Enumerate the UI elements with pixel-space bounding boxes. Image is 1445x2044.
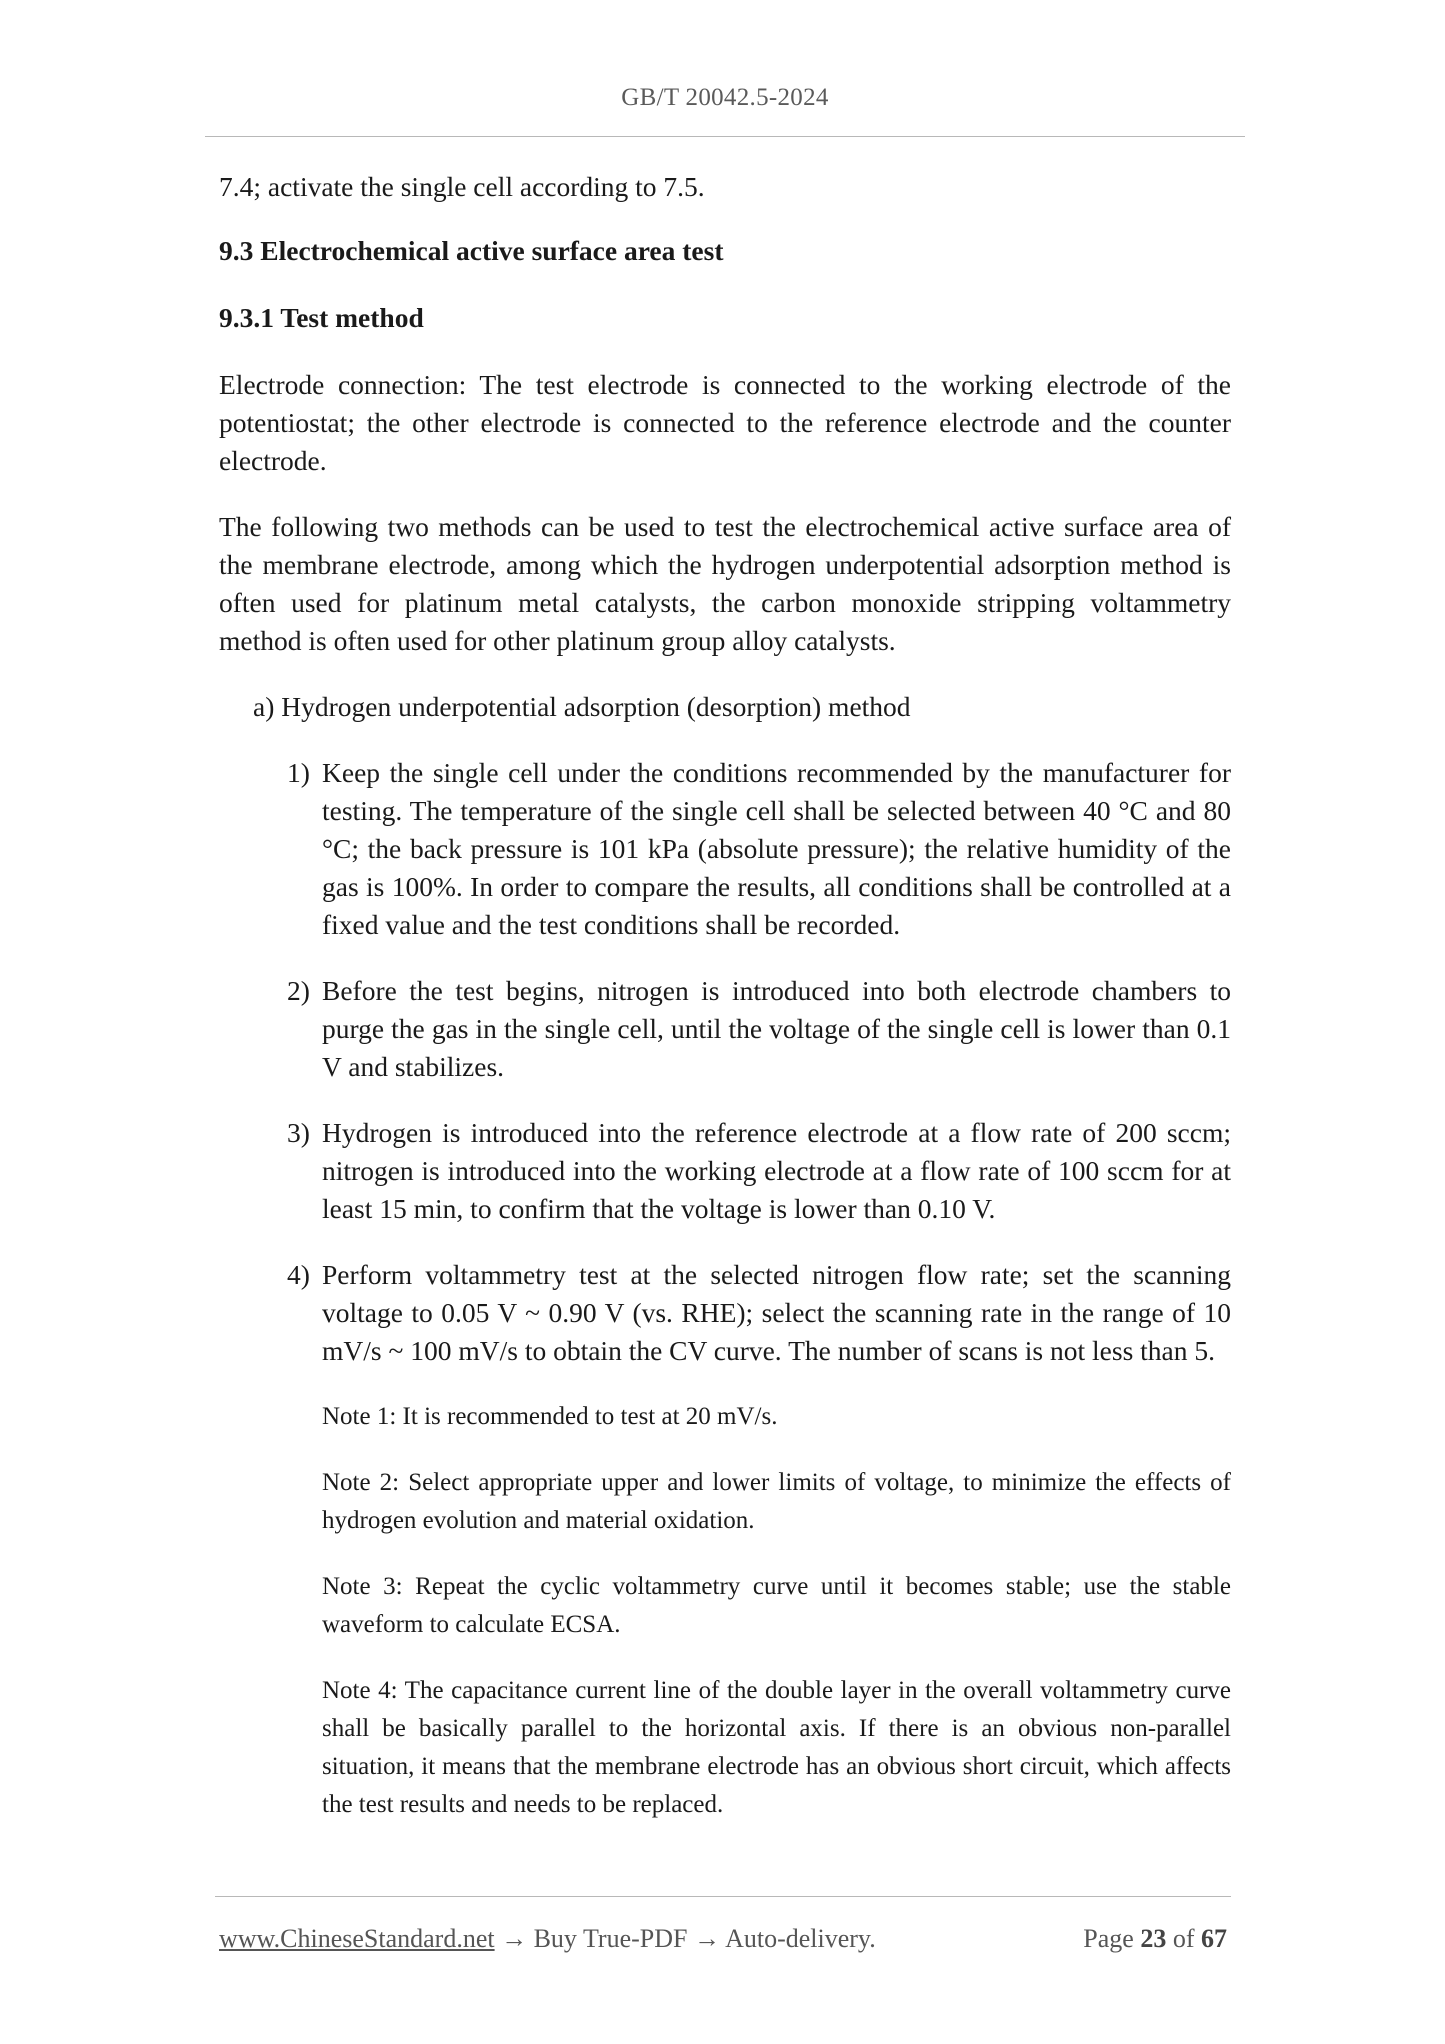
step-number: 4) bbox=[287, 1259, 310, 1290]
step-text: Before the test begins, nitrogen is introduced into both electrode chambers to purge the gas in the single cell, until the voltage of the single cell is lower than 0.1 V and stabilizes. bbox=[322, 975, 1231, 1082]
page-header-title: GB/T 20042.5-2024 bbox=[621, 84, 829, 111]
step-item-3 bbox=[219, 1114, 1231, 1228]
footer-divider bbox=[215, 1896, 1231, 1897]
note-3: Note 3: Repeat the cyclic voltammetry curve until it becomes stable; use the stable waveform to calculate ECSA. bbox=[322, 1573, 1231, 1638]
step-number: 1) bbox=[287, 757, 310, 788]
continuation-text: 7.4; activate the single cell according to 7.5. bbox=[219, 171, 705, 202]
page-total: 67 bbox=[1201, 1924, 1227, 1953]
paragraph-methods: The following two methods can be used to test the electrochemical active surface area of the membrane electrode, among which the hydrogen underpotential adsorption method is often used for platinum metal catalysts, the carbon monoxide stripping voltammetry method is often used for other platinum group alloy catalysts. bbox=[219, 511, 1231, 656]
auto-delivery-text: Auto-delivery. bbox=[725, 1924, 876, 1953]
section-heading-9-3: 9.3 Electrochemical active surface area test bbox=[219, 235, 724, 266]
page-current: 23 bbox=[1140, 1924, 1167, 1953]
step-text: Hydrogen is introduced into the reference electrode at a flow rate of 200 sccm; nitrogen is introduced into the working electrode at a flow rate of 100 sccm for at least 15 min, to confirm that the voltage is lower than 0.10 V. bbox=[322, 1117, 1231, 1224]
buy-true-pdf-text: Buy True-PDF bbox=[533, 1924, 688, 1953]
step-number: 2) bbox=[287, 975, 310, 1006]
paragraph-electrode-connection: Electrode connection: The test electrode is connected to the working electrode of the potentiostat; the other electrode is connected to the reference electrode and the counter electrode. bbox=[219, 369, 1231, 476]
step-item-4 bbox=[219, 1256, 1231, 1370]
header-divider bbox=[205, 136, 1245, 137]
note-1: Note 1: It is recommended to test at 20 mV/s. bbox=[322, 1403, 778, 1430]
page-label: Page bbox=[1083, 1924, 1134, 1953]
step-number: 3) bbox=[287, 1117, 310, 1148]
document-body bbox=[219, 168, 1231, 1852]
arrow-right-icon: → bbox=[501, 1924, 528, 1953]
page-number bbox=[1083, 1924, 1227, 1954]
site-link[interactable]: www.ChineseStandard.net bbox=[219, 1924, 495, 1953]
section-heading-9-3-1: 9.3.1 Test method bbox=[219, 302, 424, 333]
step-text: Keep the single cell under the conditions recommended by the manufacturer for testing. The temperature of the single cell shall be selected between 40 °C and 80 °C; the back pressure is 101 kPa (absolute pressure); the relative humidity of the gas is 100%. In order to compare the results, all conditions shall be controlled at a fixed value and the test conditions shall be recorded. bbox=[322, 757, 1231, 940]
footer-links bbox=[219, 1924, 876, 1954]
arrow-right-icon: → bbox=[694, 1924, 720, 1953]
step-text: Perform voltammetry test at the selected nitrogen flow rate; set the scanning voltage to 0.05 V ~ 0.90 V (vs. RHE); select the scanning rate in the range of 10 mV/s ~ 100 mV/s to obtain the CV curve. The number of scans is not less than 5. bbox=[322, 1259, 1231, 1366]
page-of-label: of bbox=[1172, 1924, 1195, 1953]
list-item-a: a) Hydrogen underpotential adsorption (desorption) method bbox=[253, 691, 911, 722]
step-item-1 bbox=[219, 754, 1231, 944]
step-item-2 bbox=[219, 972, 1231, 1086]
note-4: Note 4: The capacitance current line of the double layer in the overall voltammetry curve shall be basically parallel to the horizontal axis. If there is an obvious non-parallel situation, it means that the membrane electrode has an obvious short circuit, which affects the test results and needs to be replaced. bbox=[322, 1677, 1231, 1818]
note-2: Note 2: Select appropriate upper and lower limits of voltage, to minimize the effects of hydrogen evolution and material oxidation. bbox=[322, 1469, 1231, 1534]
